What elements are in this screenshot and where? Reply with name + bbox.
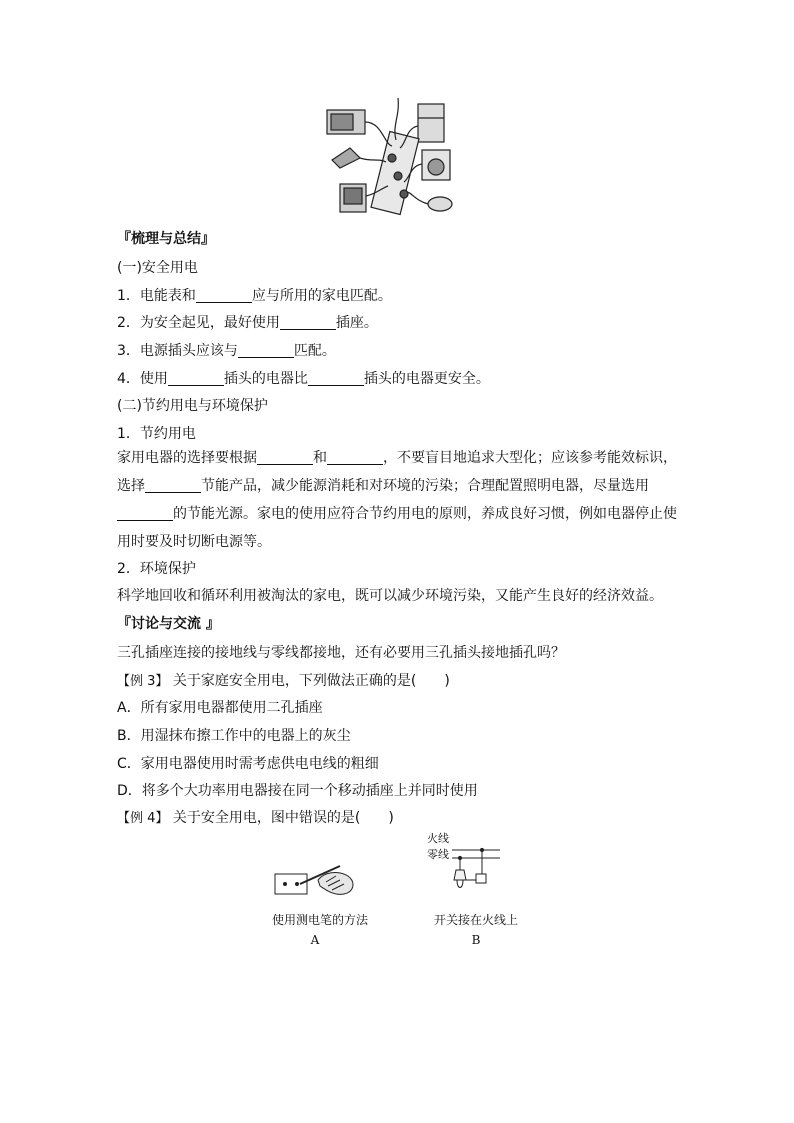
fill-blank-item-2 xyxy=(117,313,378,333)
overloaded-socket-illustration xyxy=(322,96,472,218)
item-4-text-c: 插头的电器更安全。 xyxy=(363,371,490,387)
example-3-question: 关于家庭安全用电，下列做法正确的是( ) xyxy=(172,673,450,689)
answer-blank[interactable] xyxy=(280,315,336,330)
fill-blank-item-1 xyxy=(117,286,392,306)
item-4-text-a: 4．使用 xyxy=(117,371,168,387)
subheading-safety: (一)安全用电 xyxy=(117,260,198,276)
paragraph-environment: 科学地回收和循环利用被淘汰的家电，既可以减少环境污染，又能产生良好的经济效益。 xyxy=(117,588,663,604)
answer-blank[interactable] xyxy=(238,343,294,358)
figure-b-caption: 开关接在火线上 xyxy=(433,913,518,927)
figure-a-caption: 使用测电笔的方法 xyxy=(272,913,369,927)
item-2-text-a: 2．为安全起见，最好使用 xyxy=(117,315,280,331)
lamp-holder xyxy=(454,870,466,880)
answer-blank[interactable] xyxy=(257,450,313,465)
example-3-label: 【例 3】 xyxy=(117,674,169,689)
item-3-text-b: 匹配。 xyxy=(293,343,336,359)
live-wire-label: 火线 xyxy=(427,832,449,845)
fill-blank-item-3 xyxy=(117,341,336,361)
item-1-text-a: 1．电能表和 xyxy=(117,288,196,304)
item-3-text-a: 3．电源插头应该与 xyxy=(117,343,238,359)
item-2-text-b: 插座。 xyxy=(335,315,378,331)
answer-blank[interactable] xyxy=(327,450,383,465)
subheading-saving: (二)节约用电与环境保护 xyxy=(117,398,268,414)
item-4-text-b: 插头的电器比 xyxy=(223,371,308,387)
option-c[interactable]: C．家用电器使用时需考虑供电电线的粗细 xyxy=(117,756,379,772)
section-heading-review: 『梳理与总结』 xyxy=(117,231,215,247)
answer-blank[interactable] xyxy=(196,288,252,303)
fill-blank-item-4 xyxy=(117,369,490,389)
paragraph-1-title: 1．节约用电 xyxy=(117,426,196,442)
answer-blank[interactable] xyxy=(308,371,364,386)
answer-blank[interactable] xyxy=(168,371,224,386)
section-heading-discussion: 『讨论与交流 』 xyxy=(117,616,220,632)
p1-text-2: 和 xyxy=(313,450,327,466)
switch-box xyxy=(476,874,486,883)
option-a[interactable]: A．所有家用电器都使用二孔插座 xyxy=(117,700,323,716)
example-4-stem xyxy=(117,808,394,829)
example-4-label: 【例 4】 xyxy=(117,811,169,826)
p1-text-1: 家用电器的选择要根据 xyxy=(117,450,257,466)
example-3-stem xyxy=(117,671,450,692)
example-4-question: 关于安全用电，图中错误的是( ) xyxy=(172,810,394,826)
test-pen-figure xyxy=(272,862,362,904)
p1-text-3: ，不要盲目地追求大型化；应该参考能效标识，选择 xyxy=(117,450,677,494)
figure-a-letter: A xyxy=(310,933,320,947)
option-d[interactable]: D．将多个大功率用电器接在同一个移动插座上并同时使用 xyxy=(117,783,478,799)
item-1-text-b: 应与所用的家电匹配。 xyxy=(251,288,392,304)
neutral-wire-label: 零线 xyxy=(427,848,449,861)
answer-blank[interactable] xyxy=(145,478,201,493)
figure-b-letter: B xyxy=(471,933,481,947)
switch-circuit-figure xyxy=(420,836,510,894)
paragraph-energy-saving xyxy=(117,444,683,556)
answer-blank[interactable] xyxy=(117,506,173,521)
paragraph-2-title: 2．环境保护 xyxy=(117,561,196,577)
p1-text-4: 节能产品，减少能源消耗和对环境的污染；合理配置照明电器，尽量选用 xyxy=(201,478,649,494)
p1-text-5: 的节能光源。家电的使用应符合节约用电的原则，养成良好习惯，例如电器停止使用时要及时切断电源等。 xyxy=(117,506,677,550)
discussion-question: 三孔插座连接的接地线与零线都接地，还有必要用三孔插头接地插孔吗？ xyxy=(117,645,565,661)
option-b[interactable]: B．用湿抹布擦工作中的电器上的灰尘 xyxy=(117,728,351,744)
